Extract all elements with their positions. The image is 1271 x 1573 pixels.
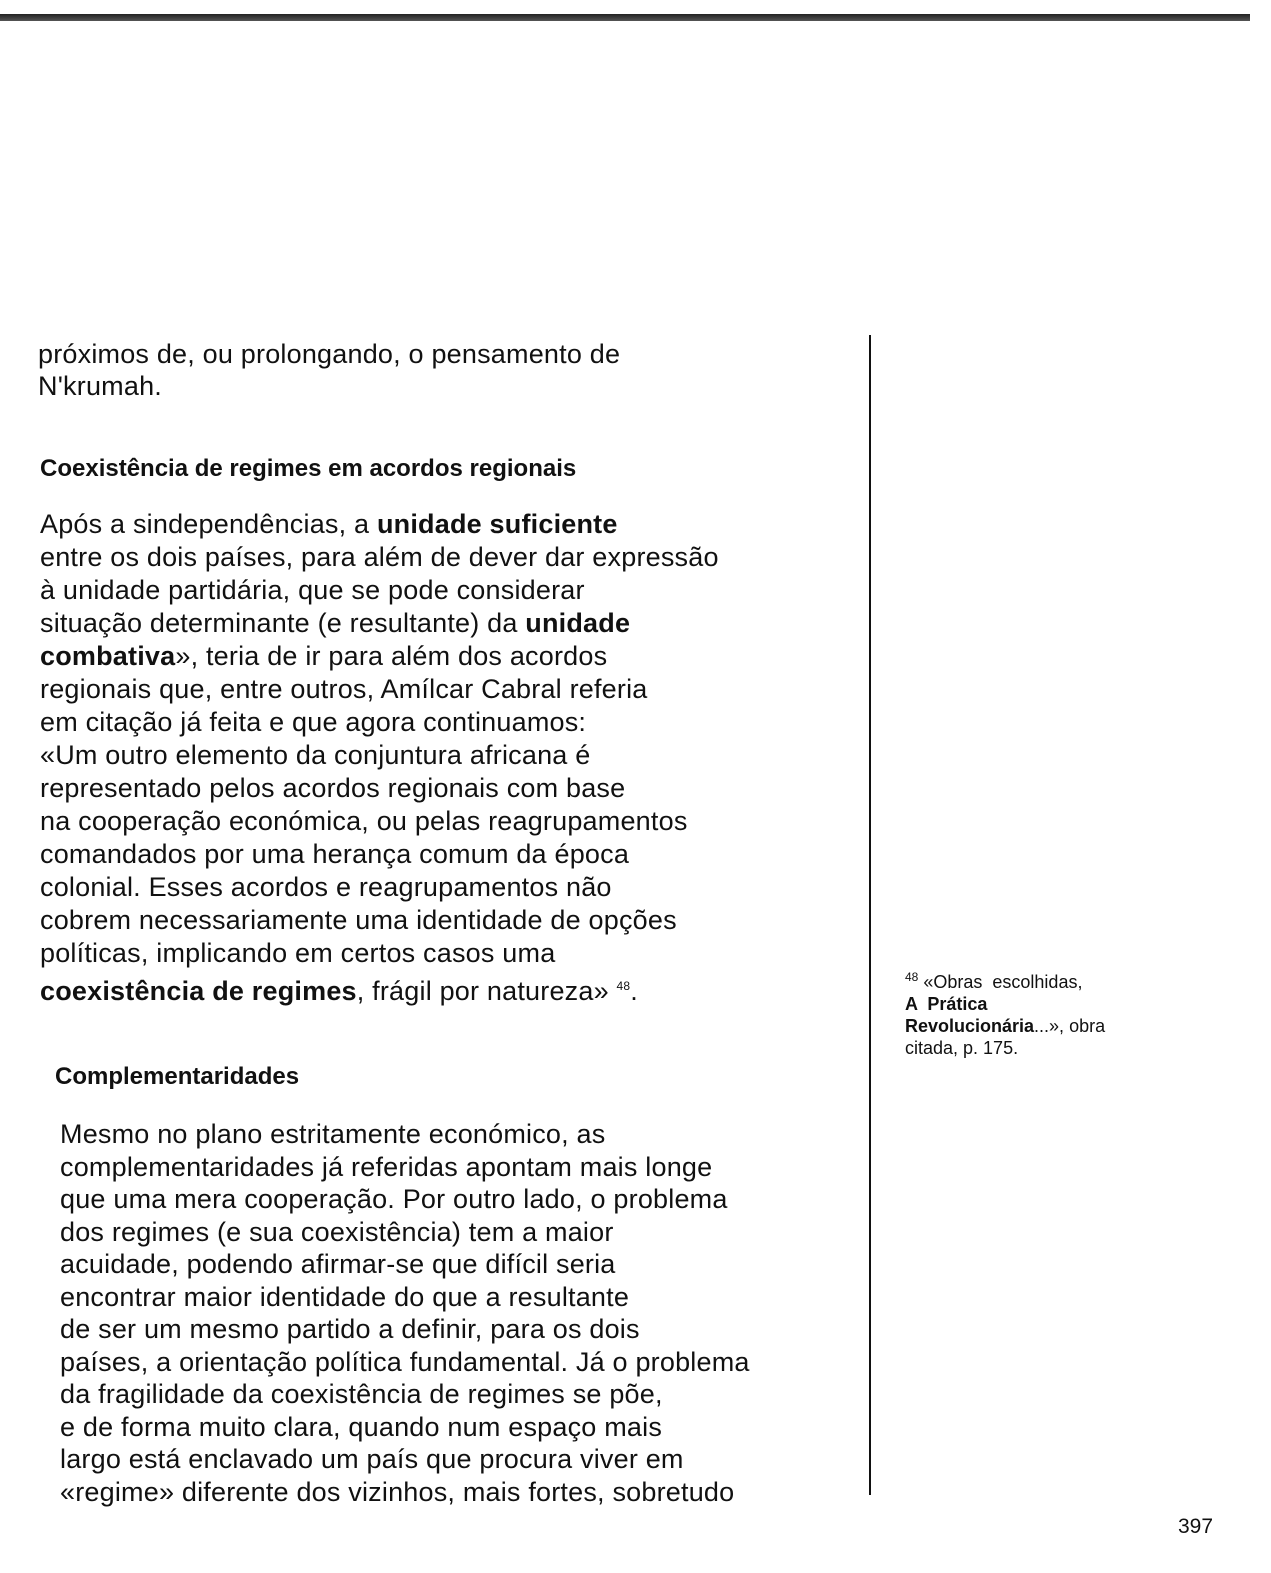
text-run: unidade (525, 608, 631, 638)
text-line (60, 1118, 605, 1150)
footnote-line (905, 993, 1105, 1015)
text-line (60, 1183, 728, 1215)
footnote-ref: 48 (616, 979, 631, 993)
text-run: Revolucionária (905, 1016, 1035, 1036)
text-run: «Um outro elemento da conjuntura africana é (40, 740, 591, 770)
text-line (40, 838, 629, 870)
text-line (60, 1313, 640, 1345)
text-run: N'krumah. (38, 371, 162, 401)
text-line (38, 370, 162, 402)
text-line (40, 739, 590, 771)
text-run: «Obras escolhidas, (923, 972, 1083, 992)
text-run: cobrem necessariamente uma identidade de opções (40, 905, 677, 935)
text-line (60, 1281, 629, 1313)
text-run: coexistência de regimes (40, 976, 357, 1006)
text-line (40, 805, 688, 837)
text-run: países, a orientação política fundamental. Já o problema (60, 1346, 750, 1377)
text-line (40, 904, 677, 936)
text-run: . (630, 976, 638, 1006)
text-line (60, 1346, 750, 1378)
heading-coexistencia: Coexistência de regimes em acordos regionais (40, 455, 577, 482)
text-run: na cooperação económica, ou pelas reagrupamentos (40, 806, 688, 836)
text-line (40, 508, 618, 540)
footnote-line (905, 966, 1105, 993)
heading-complementaridades: Complementaridades (55, 1063, 300, 1090)
text-line (40, 772, 625, 804)
text-line (40, 871, 612, 903)
text-line (40, 607, 630, 639)
text-line (60, 1411, 662, 1443)
text-line (40, 706, 586, 738)
text-run: situação determinante (e resultante) da (40, 608, 526, 638)
text-run: da fragilidade da coexistência de regimes se põe, (60, 1379, 663, 1409)
text-run: Mesmo no plano estritamente económico, as (60, 1119, 606, 1149)
text-run: », teria de ir para além dos acordos (175, 641, 608, 671)
text-run: ...», obra (1034, 1016, 1106, 1036)
text-run: de ser um mesmo partido a definir, para os dois (60, 1314, 640, 1344)
page-number: 397 (1178, 1515, 1214, 1538)
text-run: Após a sindependências, a (40, 509, 377, 539)
text-run: combativa (40, 641, 176, 671)
footnote-line (905, 1037, 1105, 1059)
text-run: entre os dois países, para além de dever dar expressão (40, 542, 719, 572)
text-run: representado pelos acordos regionais com base (40, 773, 626, 803)
text-run: comandados por uma herança comum da época (40, 839, 630, 869)
text-run: que uma mera cooperação. Por outro lado, o problema (60, 1184, 728, 1214)
text-run: próximos de, ou prolongando, o pensamento de (38, 339, 621, 369)
text-run: colonial. Esses acordos e reagrupamentos não (40, 872, 612, 902)
text-run: largo está enclavado um país que procura viver em (60, 1444, 684, 1474)
text-line (60, 1443, 684, 1475)
text-line (40, 541, 719, 573)
text-line (40, 640, 607, 672)
text-run: , frágil por natureza» (356, 976, 617, 1006)
footnote-number: 48 (905, 970, 919, 984)
text-run: em citação já feita e que agora continuamos: (40, 707, 587, 737)
text-run: dos regimes (e sua coexistência) tem a maior (60, 1216, 614, 1247)
text-run: complementaridades já referidas apontam mais longe (60, 1151, 713, 1182)
footnote-line (905, 1015, 1105, 1037)
text-line (40, 574, 585, 606)
text-line (60, 1248, 616, 1280)
text-run: A Prática (905, 994, 988, 1014)
text-run: regionais que, entre outros, Amílcar Cabral referia (40, 674, 648, 704)
text-run: acuidade, podendo afirmar-se que difícil seria (60, 1249, 616, 1279)
text-line (40, 937, 555, 969)
text-run: citada, p. 175. (905, 1038, 1019, 1058)
text-line (60, 1476, 734, 1508)
text-line (38, 338, 620, 370)
text-line (40, 673, 648, 705)
text-run: encontrar maior identidade do que a resultante (60, 1281, 630, 1312)
margin-rule (869, 335, 871, 1495)
text-run: unidade suficiente (376, 509, 618, 539)
text-line (60, 1216, 614, 1248)
text-line (60, 1151, 712, 1183)
text-run: políticas, implicando em certos casos uma (40, 938, 556, 968)
top-rule (0, 14, 1250, 21)
text-run: à unidade partidária, que se pode considerar (40, 575, 585, 605)
text-run: e de forma muito clara, quando num espaço mais (60, 1411, 663, 1442)
footnote (905, 966, 1105, 1059)
text-line (40, 970, 638, 1007)
text-run: «regime» diferente dos vizinhos, mais fortes, sobretudo (60, 1476, 735, 1507)
text-line (60, 1378, 663, 1410)
